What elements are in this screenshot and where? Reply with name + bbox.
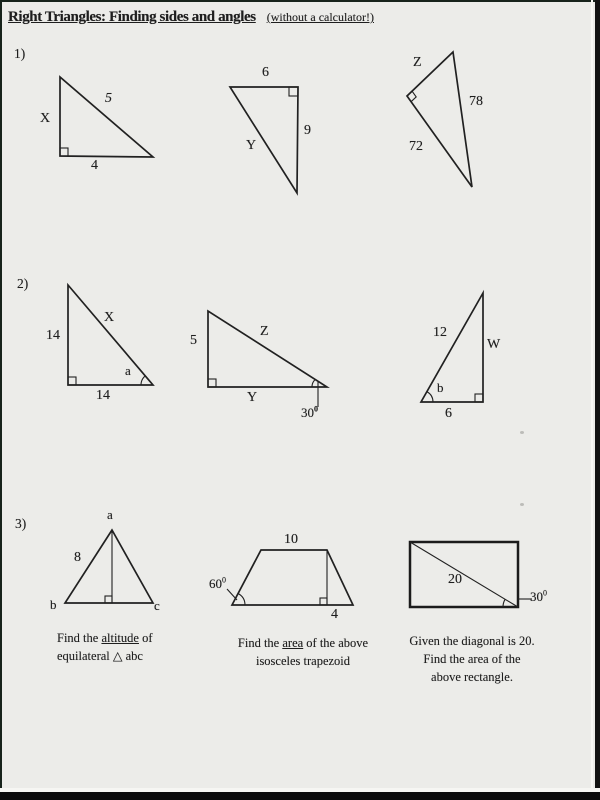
figure-r1-triangle2 [230,87,298,193]
angle-degree-sup: 0 [314,404,318,414]
r2t2-leg-label: 5 [190,333,197,348]
r2t1-base-label: 14 [96,388,110,403]
eq-side-label: 8 [74,550,81,565]
scan-speck [520,503,524,506]
trap-angle-label [209,577,226,590]
caption-text: of [138,631,153,645]
right-angle-marker [105,596,112,603]
diagonal-line [410,542,518,607]
r2t2-angle-label [301,406,318,419]
caption-text: Find the [57,631,102,645]
trap-top-label: 10 [284,532,298,547]
r2t3-angle-label: b [437,380,444,395]
r1t2-hyp-label: Y [246,138,257,153]
problem-3-number: 3) [15,516,27,531]
caption-text: of the above [303,636,369,650]
caption-underlined: altitude [101,631,139,645]
figure-r3-equilateral [65,530,153,603]
rectangle-caption [406,632,538,686]
angle-arc [427,392,433,402]
r1t3-leg-label: Z [413,55,422,70]
rect-diagonal-label: 20 [448,572,462,587]
caption-line-2: equilateral △ abc [57,649,143,663]
r2t1-hyp-label: X [104,310,115,325]
r2t2-base-label: Y [247,390,258,405]
right-angle-marker [60,148,68,156]
triangle-outline [230,87,298,193]
figure-r3-rectangle [410,542,532,607]
caption-text: Find the [237,636,283,650]
caption-underlined: area [282,636,304,650]
eq-vertex-c-label: c [154,598,160,613]
caption-line-1 [234,634,372,652]
r2t3-leg-label: W [487,337,501,352]
angle-value: 60 [209,576,222,591]
angle-arc [312,380,315,388]
right-angle-marker [320,598,327,605]
problem-2-number: 2) [17,276,29,291]
eq-vertex-a-label: a [107,507,113,522]
right-angle-marker [208,379,216,387]
r2t2-hyp-label: Z [260,324,269,339]
trapezoid-outline [232,550,353,605]
right-angle-marker [68,377,76,385]
angle-degree-sup: 0 [222,575,226,585]
caption-line-1 [57,629,153,647]
r2t3-base-label: 6 [445,406,452,421]
page-subtitle: (without a calculator!) [266,10,374,24]
angle-pointer-line [227,589,237,600]
r1t1-leg-label: X [40,111,51,126]
triangle-outline [60,77,153,157]
caption-line-2: Find the area of the [423,652,521,666]
angle-value: 30 [530,589,543,604]
figure-r3-trapezoid [227,550,353,605]
r1t2-leg-label: 9 [304,123,311,138]
equilateral-caption [57,629,153,665]
triangle-outline [407,52,472,187]
angle-arc [238,594,245,606]
triangle-outline [208,311,327,387]
angle-degree-sup: 0 [543,588,547,598]
scan-speck [520,431,524,434]
triangle-outline [421,293,483,402]
caption-line-3: above rectangle. [431,670,513,684]
r1t3-leg2-label: 72 [409,139,423,154]
angle-arc [141,376,145,385]
caption-line-1: Given the diagonal is 20. [409,634,535,648]
angle-value: 30 [301,405,314,420]
figure-r1-triangle3 [407,52,472,187]
right-angle-marker [475,394,483,402]
triangle-outline [68,285,153,385]
r1t1-hyp-label: 5 [105,91,112,106]
r1t1-base-label: 4 [91,158,98,173]
eq-vertex-b-label: b [50,597,57,612]
caption-line-2: isosceles trapezoid [255,654,351,668]
figure-r1-triangle1 [60,77,153,157]
r2t1-leg-label: 14 [46,328,60,343]
r2t1-angle-label: a [125,363,131,378]
trap-offset-label: 4 [331,607,338,622]
r1t2-top-label: 6 [262,65,269,80]
problem-1-number: 1) [14,46,26,61]
triangle-outline [65,530,153,603]
figure-r2-triangle1 [68,285,153,385]
page-title: Right Triangles: Finding sides and angles [8,9,256,25]
figure-r2-triangle3 [421,293,483,402]
trapezoid-caption [234,634,372,670]
rect-angle-label [530,590,547,603]
r2t3-hyp-label: 12 [433,325,447,340]
r1t3-hyp-label: 78 [469,94,483,109]
right-angle-marker [289,87,298,96]
